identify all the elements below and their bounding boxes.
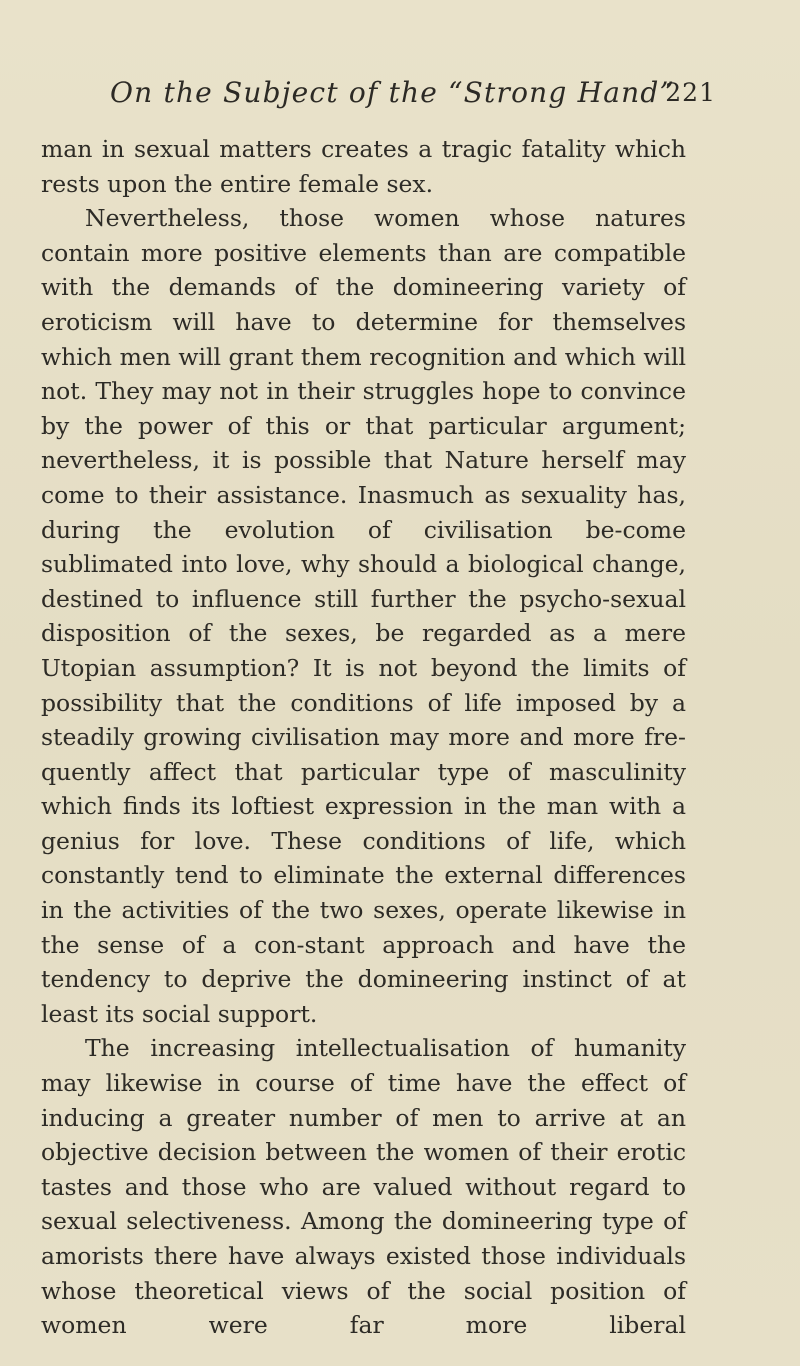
paragraph: man in sexual matters creates a tragic fatality which rests upon the entire female sex. (41, 135, 686, 198)
page-header (96, 76, 716, 120)
body-text (41, 132, 686, 1343)
paragraph: The increasing intellectualisation of humanity may likewise in course of time have the effect of inducing a greater number of men to arrive at an objective decision between the women of their erotic tastes and those who are valued without regard to sexual selectiveness. Among the domineering type of amorists there have always existed those individuals whose theoretical views of the social position of women were far more liberal (41, 1034, 686, 1340)
page-number: 221 (665, 78, 716, 107)
paragraph: Nevertheless, those women whose natures contain more positive elements than are compatible with the demands of the domineering variety of eroticism will have to determine for themselves which men will grant them recognition and which will not. They may not in their struggles hope to convince by the power of this or that particular argument; nevertheless, it is possible that Nature herself may come to their assistance. Inasmuch as sexuality has, during the evolution of civilisation be-come sublimated into love, why should a biological change, destined to influence still further the psycho-sexual disposition of the sexes, be regarded as a mere Utopian assumption? It is not beyond the limits of possibility that the conditions of life imposed by a steadily growing civilisation may more and more fre-quently affect that particular type of masculinity which finds its loftiest expression in the man with a genius for love. These conditions of life, which constantly tend to eliminate the external differences in the activities of the two sexes, operate likewise in the sense of a con-stant approach and have the tendency to deprive the domineering instinct of at least its social support. (41, 204, 686, 1028)
running-title: On the Subject of the “Strong Hand” (110, 76, 675, 109)
